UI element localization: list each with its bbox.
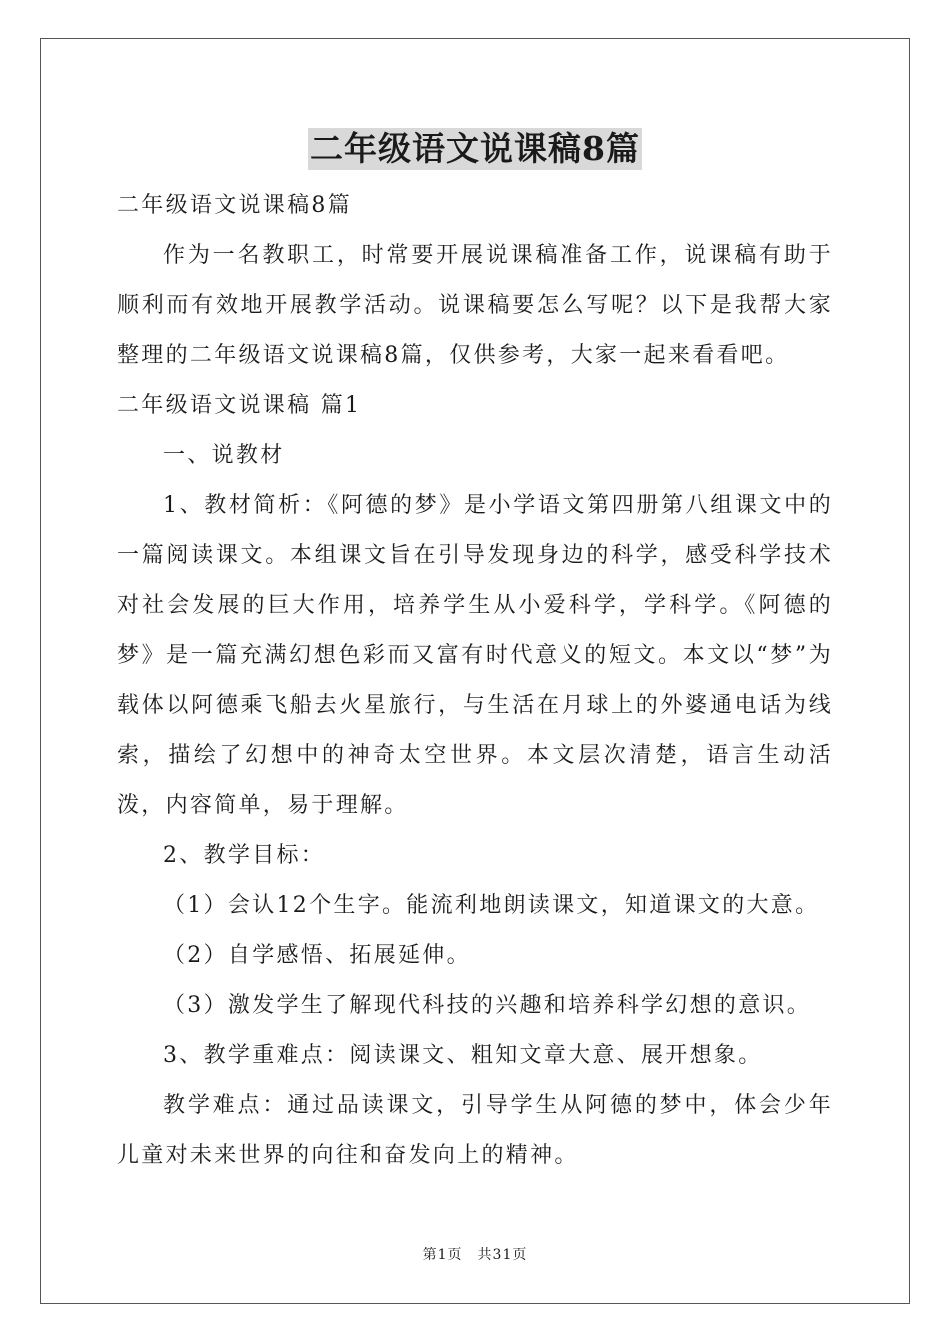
document-body: [117, 181, 833, 1181]
subtitle-line: 二年级语文说课稿8篇: [117, 193, 352, 218]
goal-item-2: （2）自学感悟、拓展延伸。: [163, 943, 471, 968]
difficulties-paragraph: 教学难点：通过品读课文，引导学生从阿德的梦中，体会少年儿童对未来世界的向往和奋发向上的精神。: [117, 1093, 833, 1168]
section-heading: 二年级语文说课稿 篇1: [117, 393, 362, 418]
subsection-heading: 一、说教材: [163, 443, 285, 468]
key-points-paragraph: 3、教学重难点：阅读课文、粗知文章大意、展开想象。: [163, 1043, 763, 1068]
title-container: [0, 128, 950, 170]
intro-paragraph: 作为一名教职工，时常要开展说课稿准备工作，说课稿有助于顺利而有效地开展教学活动。说课稿要怎么写呢？以下是我帮大家整理的二年级语文说课稿8篇，仅供参考，大家一起来看看吧。: [117, 243, 833, 368]
textbook-analysis-paragraph: 1、教材简析：《阿德的梦》是小学语文第四册第八组课文中的一篇阅读课文。本组课文旨在引导发现身边的科学，感受科学技术对社会发展的巨大作用，培养学生从小爱科学，学科学。《阿德的梦》是一篇充满幻想色彩而又富有时代意义的短文。本文以“梦”为载体以阿德乘飞船去火星旅行，与生活在月球上的外婆通电话为线索，描绘了幻想中的神奇太空世界。本文层次清楚，语言生动活泼，内容简单，易于理解。: [117, 493, 833, 818]
document-title: 二年级语文说课稿8篇: [310, 129, 640, 168]
goal-item-1: （1）会认12个生字。能流利地朗读课文，知道课文的大意。: [163, 893, 820, 918]
page-number-footer: 第1页 共31页: [422, 1247, 528, 1263]
goal-item-3: （3）激发学生了解现代科技的兴趣和培养科学幻想的意识。: [163, 993, 812, 1018]
goals-heading: 2、教学目标：: [163, 843, 326, 868]
